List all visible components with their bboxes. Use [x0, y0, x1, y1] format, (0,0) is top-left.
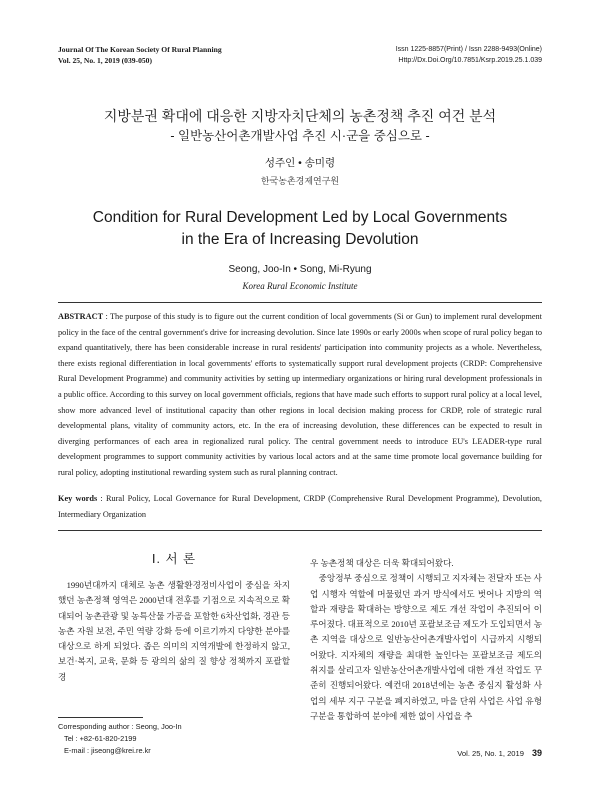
paper-subtitle-korean: - 일반농산어촌개발사업 추진 시·군을 중심으로 - — [170, 129, 430, 143]
body-paragraph: 우 농촌정책 대상은 더욱 확대되어왔다. — [310, 558, 454, 568]
footnote-tel: Tel : +82-61-820-2199 — [64, 734, 137, 743]
institution-korean: 한국농촌경제연구원 — [260, 176, 340, 186]
page-footer — [457, 748, 542, 758]
institution-english: Korea Rural Economic Institute — [242, 281, 358, 291]
page-number: 39 — [531, 748, 542, 758]
corresponding-author-footnote — [58, 721, 182, 757]
paper-title-english — [0, 207, 600, 251]
body-column-right — [310, 556, 542, 724]
authors-english: Seong, Joo-In • Song, Mi-Ryung — [228, 264, 372, 275]
title-english-line-2: in the Era of Increasing Devolution — [181, 231, 419, 248]
body-paragraph: 1990년대까지 대체로 농촌 생활환경정비사업이 중심을 차지했던 농촌정책 영역은 2000년대 전후를 기점으로 지속적으로 확대되어 농촌관광 및 농특산물 가공을 포함한 6차산업화, 경관 등 농촌 자원 보전, 주민 역량 강화 등에 이르기까지 다양한 분야를 대상으로 하게 되었다. 좁은 의미의 지역개발에 한정하지 않고, 보건·복지, 교육, 문화 등 광의의 삶의 질 향상 정책까지 포괄할 경 — [58, 580, 290, 682]
doi-link[interactable]: Http://Dx.Doi.Org/10.7851/Ksrp.2019.25.1.039 — [398, 57, 542, 64]
abstract-text: : The purpose of this study is to figure out the current condition of local governments (Si or Gun) to implement rural development policy in the face of the central government's drive for increasing devolution. Since late 1990s or early 2000s when scope of rural policy began to expand quantitatively, there has been considerable increase in rural residents' participation into community projects as a whole. Nevertheless, there exists regional differentiation in local governments' efforts to systematically support rural development projects (CRDP: Comprehensive Rural Development Programme) and community activities by setting up intermediary organizations or hiring rural development professionals in a public office. According to this survey on local government officials, regions that have made such efforts to support rural policy at a local level, show more advanced level of institutional capacity than other regions in local decision making process for CRDP, role of strategic rural developmental plans, vitality of community actors, etc. In the era of increasing devolution, these differences can be expected to result in diverging performances of each area in regionalized rural policy. The central government needs to introduce EU's LEADER-type rural development programmes to support community activities by various local actors and at the same time promote local governance building for rural policy, adopting institutional rewarding system such as rural planning contract. — [58, 312, 542, 477]
authors-korean: 성주인 • 송미령 — [264, 157, 336, 169]
footnote-rule — [58, 717, 143, 718]
issn-text: Issn 1225-8857(Print) / Issn 2288-9493(Online) — [395, 46, 542, 53]
journal-header — [58, 44, 222, 66]
body-paragraph: 중앙정부 중심으로 정책이 시행되고 지자체는 전달자 또는 사업 시행자 역할에 머물렀던 과거 방식에서도 벗어나 지방의 역할과 재량을 확대하는 방향으로 제도 개선 작업이 추진되어 이루어졌다. 대표적으로 2010년 포괄보조금 제도가 도입되면서 농촌 지역을 대상으로 일반농산어촌개발사업이 시급까지 시행되어왔다. 지자체의 재량을 최대한 높인다는 포괄보조금 제도의 취지를 살리고자 일반농산어촌개발사업에 대한 개선 작업도 꾸준히 진행되어왔다. 예컨대 2018년에는 농촌 중심지 활성화 사업의 세부 지구 구분을 폐지하였고, 마을 단위 사업은 사업 유형 구분을 통합하여 분야에 제한 없이 사업을 추 — [310, 573, 542, 721]
section-heading-introduction: Ⅰ. 서 론 — [151, 552, 197, 566]
paper-title-korean: 지방분권 확대에 대응한 지방자치단체의 농촌정책 추진 여건 분석 — [103, 108, 497, 124]
abstract-bottom-rule — [58, 530, 542, 531]
footer-volume: Vol. 25, No. 1, 2019 — [457, 749, 524, 758]
footnote-email[interactable]: E-mail : jiseong@krei.re.kr — [64, 746, 151, 755]
keywords — [58, 491, 542, 522]
keywords-label: Key words — [58, 494, 98, 503]
journal-name: Journal Of The Korean Society Of Rural Planning — [58, 45, 222, 54]
abstract — [58, 309, 542, 481]
footnote-author: Corresponding author : Seong, Joo-In — [58, 722, 182, 731]
title-english-line-1: Condition for Rural Development Led by Local Governments — [92, 209, 508, 226]
abstract-top-rule — [58, 302, 542, 303]
body-column-left — [58, 578, 290, 685]
keywords-text: : Rural Policy, Local Governance for Rural Development, CRDP (Comprehensive Rural Development Programme), Devolution, Intermediary Organization — [58, 494, 542, 519]
issn-block — [396, 44, 542, 66]
abstract-label: ABSTRACT — [58, 312, 104, 321]
journal-volume: Vol. 25, No. 1, 2019 (039-050) — [58, 56, 153, 65]
